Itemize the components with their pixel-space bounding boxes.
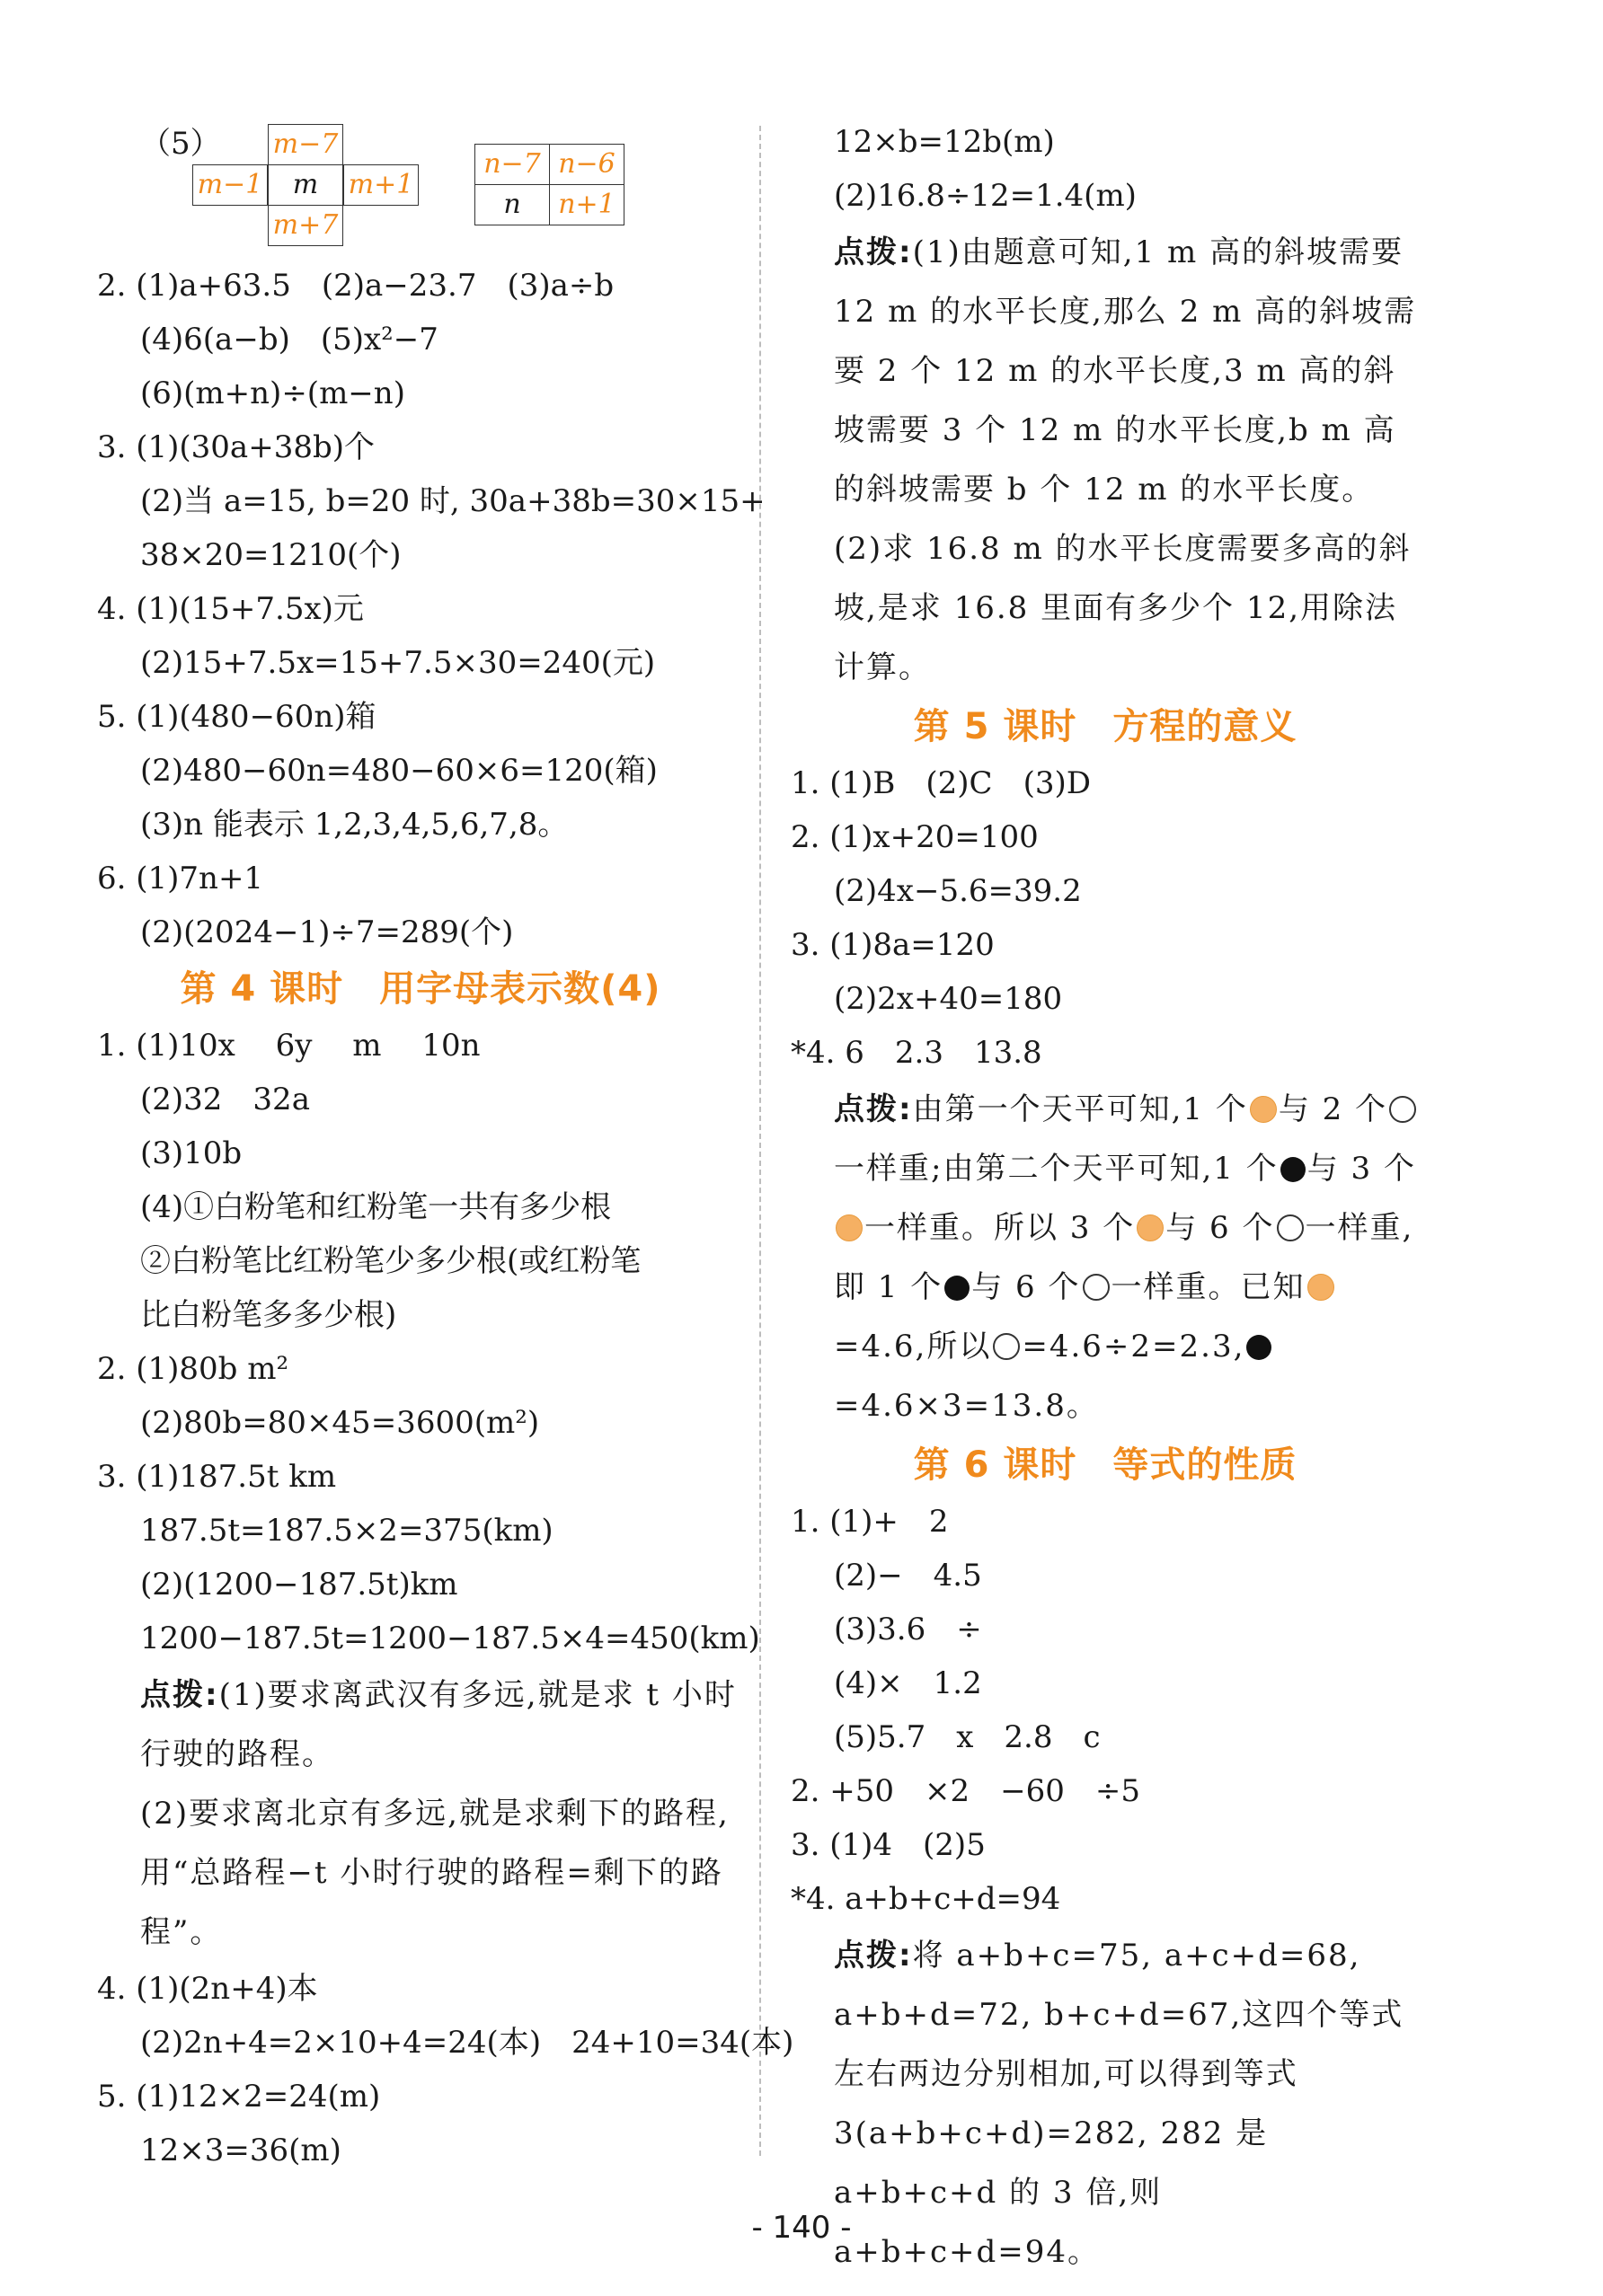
answer-line: 5. (1)(480−60n)箱 [97, 699, 376, 735]
answer-list-cont [791, 115, 1420, 223]
orange-ball-icon [1307, 1274, 1334, 1301]
answer-line: 5. (1)12×2=24(m) [97, 2079, 381, 2115]
lesson-4-heading: 第 4 课时 用字母表示数(4) [180, 968, 661, 1010]
answer-line: 比白粉笔多多少根) [140, 1297, 397, 1333]
answer-line: 2. (1)a+63.5 (2)a−23.7 (3)a÷b [97, 268, 615, 304]
answer-line: (4)× 1.2 [834, 1665, 982, 1701]
white-ball-icon [993, 1333, 1020, 1360]
hint-block: 点拨:(1)要求离武汉有多远,就是求 t 小时行驶的路程。 [140, 1677, 737, 1772]
column-divider [759, 126, 761, 2156]
cross-left-cell: m−1 [192, 164, 268, 206]
answer-line: (2)80b=80×45=3600(m²) [140, 1405, 540, 1441]
answer-line: 2. +50 ×2 −60 ÷5 [791, 1773, 1140, 1809]
page-number: - 140 - [751, 2210, 852, 2246]
orange-ball-icon [1250, 1096, 1277, 1123]
answer-line: 1200−187.5t=1200−187.5×4=450(km) [140, 1620, 760, 1656]
answer-line: 2. (1)x+20=100 [791, 819, 1039, 855]
orange-ball-icon [836, 1214, 863, 1241]
answer-line: (2)480−60n=480−60×6=120(箱) [140, 753, 658, 789]
hint-block: 点拨:将 a+b+c=75, a+c+d=68, a+b+d=72, b+c+d=67,这四个等式左右两边分别相加,可以得到等式 3(a+b+c+d)=282, 282 是 a+b+c+d 的 3 倍,则 a+b+c+d=94。 [834, 1938, 1404, 2270]
answer-line: 187.5t=187.5×2=375(km) [140, 1513, 554, 1549]
answer-line: 1. (1)+ 2 [791, 1504, 949, 1540]
number-grid-exercise [97, 115, 744, 259]
hint-block-paragraph: (2)要求离北京有多远,就是求剩下的路程,用“总路程−t 小时行驶的路程=剩下的路程”。 [140, 1796, 730, 1950]
answer-line: 12×3=36(m) [140, 2133, 341, 2168]
answer-line: 12×b=12b(m) [834, 124, 1055, 160]
answer-line: 1. (1)B (2)C (3)D [791, 765, 1091, 801]
right-column [791, 115, 1420, 2282]
square-tr-cell: n−6 [549, 144, 624, 185]
answer-line: 4. (1)(2n+4)本 [97, 1971, 318, 2007]
white-ball-icon [1389, 1096, 1416, 1123]
answer-line: (4)6(a−b) (5)x²−7 [140, 322, 438, 358]
square-bl-cell: n [474, 184, 550, 225]
answer-line: (2)2x+40=180 [834, 981, 1063, 1017]
answer-line: (3)10b [140, 1135, 243, 1171]
answer-line: (3)n 能表示 1,2,3,4,5,6,7,8。 [140, 807, 569, 843]
answer-line: 3. (1)8a=120 [791, 927, 995, 963]
black-ball-icon [1280, 1157, 1306, 1182]
left-column [97, 115, 794, 2177]
black-ball-icon [1246, 1335, 1271, 1360]
answer-line: *4. a+b+c+d=94 [791, 1881, 1061, 1917]
orange-ball-icon [1137, 1214, 1164, 1241]
square-br-cell: n+1 [549, 184, 624, 225]
white-ball-icon [1277, 1214, 1304, 1241]
cross-center-cell: m [268, 164, 343, 206]
answer-line: (2)当 a=15, b=20 时, 30a+38b=30×15+ [140, 483, 766, 519]
answer-line: 38×20=1210(个) [140, 537, 402, 573]
answer-line: 3. (1)4 (2)5 [791, 1827, 986, 1863]
grid-label: （5） [140, 126, 221, 162]
hint-block: 点拨:(1)由题意可知,1 m 高的斜坡需要 12 m 的水平长度,那么 2 m 高的斜坡需要 2 个 12 m 的水平长度,3 m 高的斜坡需要 3 个 12 m 的水平长度,b m 高的斜坡需要 b 个 12 m 的水平长度。 [834, 234, 1417, 508]
answer-line: (5)5.7 x 2.8 c [834, 1719, 1101, 1755]
answer-line: (3)3.6 ÷ [834, 1612, 982, 1647]
lesson-6-heading: 第 6 课时 等式的性质 [913, 1444, 1297, 1486]
answer-line: (2)4x−5.6=39.2 [834, 873, 1082, 909]
answer-line: 1. (1)10x 6y m 10n [97, 1028, 481, 1064]
answer-line: 3. (1)187.5t km [97, 1459, 337, 1495]
square-tl-cell: n−7 [474, 144, 550, 185]
lesson-4-answers [97, 1019, 760, 1665]
white-ball-icon [1083, 1274, 1110, 1301]
answer-line: *4. 6 2.3 13.8 [791, 1035, 1042, 1071]
answer-line: (2)2n+4=2×10+4=24(本) 24+10=34(本) [140, 2025, 794, 2061]
cross-bottom-cell: m+7 [268, 205, 343, 246]
cross-top-cell: m−7 [268, 124, 343, 165]
answer-line: (2)16.8÷12=1.4(m) [834, 178, 1137, 214]
answer-line: (2)(2024−1)÷7=289(个) [140, 914, 514, 950]
answer-line: 3. (1)(30a+38b)个 [97, 429, 375, 465]
lesson-4-answers-cont [97, 1962, 794, 2177]
answer-line: ②白粉笔比红粉笔少多少根(或红粉笔 [140, 1243, 642, 1279]
answer-list-top [97, 259, 766, 959]
answer-line: 6. (1)7n+1 [97, 861, 264, 896]
hint-block-paragraph: (2)求 16.8 m 的水平长度需要多高的斜坡,是求 16.8 里面有多少个 12,用除法计算。 [834, 531, 1412, 685]
answer-line: 4. (1)(15+7.5x)元 [97, 591, 364, 627]
black-ball-icon [944, 1276, 970, 1301]
answer-line: 2. (1)80b m² [97, 1351, 289, 1387]
lesson-5-heading: 第 5 课时 方程的意义 [913, 706, 1297, 747]
answer-line: (2)− 4.5 [834, 1558, 982, 1594]
lesson-5-answers [791, 756, 1420, 1080]
cross-right-cell: m+1 [343, 164, 419, 206]
answer-line: (2)15+7.5x=15+7.5×30=240(元) [140, 645, 656, 681]
answer-line: (4)①白粉笔和红粉笔一共有多少根 [140, 1189, 612, 1225]
answer-line: (6)(m+n)÷(m−n) [140, 375, 405, 411]
answer-line: (2)32 32a [140, 1082, 310, 1117]
answer-line: (2)(1200−187.5t)km [140, 1567, 458, 1603]
lesson-6-answers [791, 1495, 1420, 1926]
balance-hint-block: 点拨:由第一个天平可知,1 个 与 2 个一样重;由第二个天平可知,1 个 与 3 个一样重。所以 3 个 与 6 个 一样重,即 1 个 与 6 个 一样重。已知=4.6,所以 =4.6÷2=2.3,=4.6×3=13.8。 [834, 1091, 1416, 1424]
